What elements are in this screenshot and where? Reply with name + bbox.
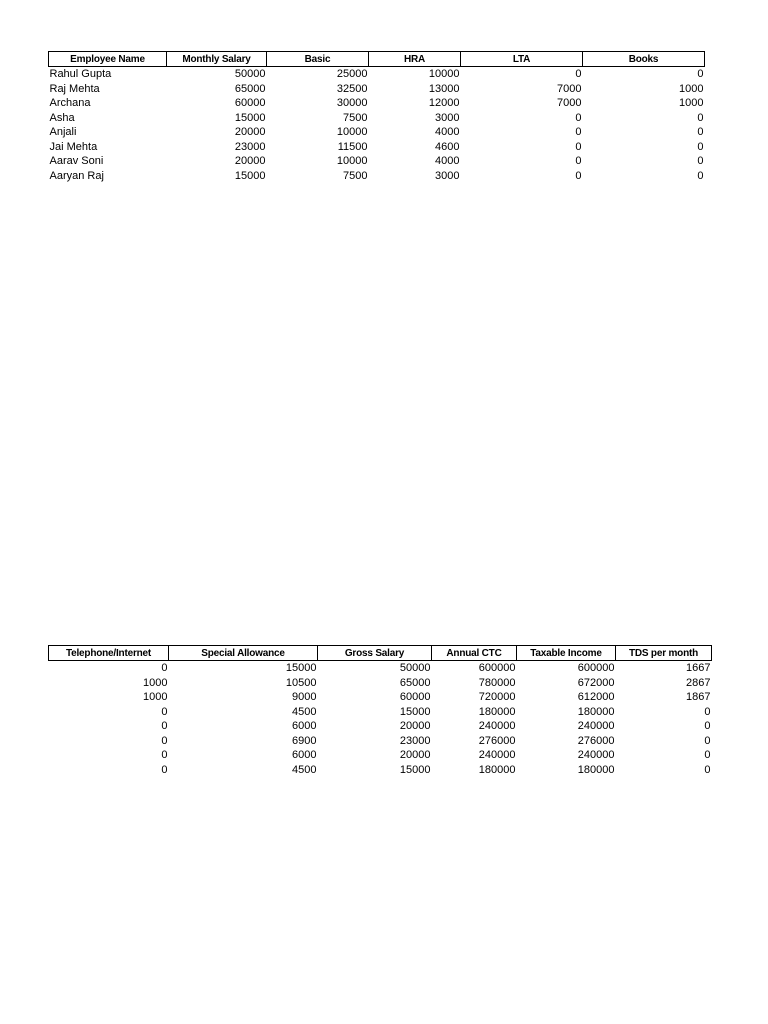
value-cell: 0 bbox=[704, 763, 711, 776]
column-header: Gross Salary bbox=[318, 646, 432, 661]
column-header: Annual CTC bbox=[432, 646, 517, 661]
table-row bbox=[49, 111, 705, 126]
value-cell: 1000 bbox=[679, 97, 704, 110]
value-cell: 11500 bbox=[337, 140, 368, 153]
value-cell: 0 bbox=[704, 720, 711, 733]
value-cell: 0 bbox=[704, 705, 711, 718]
column-header: Monthly Salary bbox=[167, 52, 267, 67]
employee-name-cell: Archana bbox=[49, 97, 91, 110]
value-cell: 7500 bbox=[343, 111, 368, 124]
value-cell: 7500 bbox=[343, 169, 368, 182]
value-cell: 612000 bbox=[577, 691, 615, 704]
table-row bbox=[49, 748, 712, 763]
value-cell: 15000 bbox=[234, 169, 266, 182]
value-cell: 15000 bbox=[234, 111, 266, 124]
column-header: Basic bbox=[267, 52, 369, 67]
table-row bbox=[49, 705, 712, 720]
value-cell: 4000 bbox=[435, 126, 460, 139]
value-cell: 30000 bbox=[336, 97, 368, 110]
value-cell: 50000 bbox=[234, 68, 266, 81]
table-row bbox=[49, 82, 705, 97]
value-cell: 0 bbox=[575, 155, 582, 168]
column-header: HRA bbox=[369, 52, 461, 67]
value-cell: 1000 bbox=[679, 82, 704, 95]
value-cell: 240000 bbox=[478, 749, 516, 762]
value-cell: 600000 bbox=[577, 662, 615, 675]
value-cell: 180000 bbox=[478, 705, 516, 718]
salary-summary-table bbox=[48, 645, 712, 777]
value-cell: 672000 bbox=[577, 676, 615, 689]
employee-name-cell: Jai Mehta bbox=[49, 140, 98, 153]
value-cell: 0 bbox=[575, 126, 582, 139]
table-row bbox=[49, 763, 712, 778]
table-row bbox=[49, 676, 712, 691]
value-cell: 23000 bbox=[234, 140, 266, 153]
column-header: TDS per month bbox=[616, 646, 712, 661]
value-cell: 1000 bbox=[143, 676, 168, 689]
table-row bbox=[49, 690, 712, 705]
employee-name-cell: Aaryan Raj bbox=[49, 169, 104, 182]
table-row bbox=[49, 140, 705, 155]
value-cell: 10500 bbox=[285, 676, 317, 689]
column-header: LTA bbox=[461, 52, 583, 67]
value-cell: 65000 bbox=[399, 676, 431, 689]
value-cell: 0 bbox=[704, 734, 711, 747]
value-cell: 3000 bbox=[435, 111, 460, 124]
value-cell: 50000 bbox=[399, 662, 431, 675]
table-row bbox=[49, 96, 705, 111]
value-cell: 600000 bbox=[478, 662, 516, 675]
table-header-row bbox=[49, 646, 712, 661]
value-cell: 6000 bbox=[292, 720, 317, 733]
value-cell: 60000 bbox=[399, 691, 431, 704]
table-row bbox=[49, 67, 705, 82]
value-cell: 20000 bbox=[234, 126, 266, 139]
value-cell: 0 bbox=[161, 720, 168, 733]
employee-name-cell: Raj Mehta bbox=[49, 82, 100, 95]
value-cell: 20000 bbox=[234, 155, 266, 168]
table-row bbox=[49, 154, 705, 169]
value-cell: 12000 bbox=[428, 97, 460, 110]
value-cell: 0 bbox=[161, 734, 168, 747]
value-cell: 3000 bbox=[435, 169, 460, 182]
column-header: Telephone/Internet bbox=[49, 646, 169, 661]
value-cell: 15000 bbox=[285, 662, 317, 675]
value-cell: 2867 bbox=[686, 676, 711, 689]
column-header: Books bbox=[583, 52, 705, 67]
column-header: Employee Name bbox=[49, 52, 167, 67]
value-cell: 240000 bbox=[577, 720, 615, 733]
table-row bbox=[49, 661, 712, 676]
value-cell: 0 bbox=[704, 749, 711, 762]
value-cell: 6000 bbox=[292, 749, 317, 762]
value-cell: 6900 bbox=[292, 734, 317, 747]
value-cell: 180000 bbox=[577, 705, 615, 718]
value-cell: 10000 bbox=[428, 68, 460, 81]
value-cell: 60000 bbox=[234, 97, 266, 110]
column-header: Taxable Income bbox=[517, 646, 616, 661]
salary-breakdown-table bbox=[48, 51, 705, 183]
value-cell: 1867 bbox=[686, 691, 711, 704]
value-cell: 20000 bbox=[399, 720, 431, 733]
table-row bbox=[49, 719, 712, 734]
table-row bbox=[49, 169, 705, 184]
value-cell: 0 bbox=[697, 140, 704, 153]
value-cell: 7000 bbox=[557, 82, 582, 95]
value-cell: 23000 bbox=[399, 734, 431, 747]
value-cell: 0 bbox=[575, 140, 582, 153]
value-cell: 10000 bbox=[336, 155, 368, 168]
value-cell: 276000 bbox=[478, 734, 516, 747]
value-cell: 4600 bbox=[435, 140, 460, 153]
value-cell: 0 bbox=[575, 111, 582, 124]
value-cell: 0 bbox=[697, 68, 704, 81]
value-cell: 276000 bbox=[577, 734, 615, 747]
employee-name-cell: Asha bbox=[49, 111, 75, 124]
value-cell: 780000 bbox=[478, 676, 516, 689]
employee-name-cell: Aarav Soni bbox=[49, 155, 104, 168]
value-cell: 0 bbox=[697, 126, 704, 139]
table-row bbox=[49, 125, 705, 140]
value-cell: 240000 bbox=[577, 749, 615, 762]
value-cell: 9000 bbox=[292, 691, 317, 704]
table-row bbox=[49, 734, 712, 749]
value-cell: 180000 bbox=[478, 763, 516, 776]
value-cell: 1667 bbox=[686, 662, 711, 675]
value-cell: 4000 bbox=[435, 155, 460, 168]
column-header: Special Allowance bbox=[169, 646, 318, 661]
value-cell: 0 bbox=[697, 111, 704, 124]
value-cell: 7000 bbox=[557, 97, 582, 110]
value-cell: 0 bbox=[161, 749, 168, 762]
value-cell: 0 bbox=[697, 155, 704, 168]
value-cell: 0 bbox=[161, 662, 168, 675]
value-cell: 13000 bbox=[428, 82, 460, 95]
value-cell: 240000 bbox=[478, 720, 516, 733]
value-cell: 0 bbox=[161, 763, 168, 776]
value-cell: 32500 bbox=[336, 82, 368, 95]
table-header-row bbox=[49, 52, 705, 67]
value-cell: 65000 bbox=[234, 82, 266, 95]
employee-name-cell: Anjali bbox=[49, 126, 77, 139]
employee-name-cell: Rahul Gupta bbox=[49, 68, 112, 81]
value-cell: 4500 bbox=[292, 763, 317, 776]
value-cell: 20000 bbox=[399, 749, 431, 762]
value-cell: 25000 bbox=[336, 68, 368, 81]
value-cell: 10000 bbox=[336, 126, 368, 139]
value-cell: 1000 bbox=[143, 691, 168, 704]
value-cell: 4500 bbox=[292, 705, 317, 718]
value-cell: 0 bbox=[575, 169, 582, 182]
value-cell: 15000 bbox=[399, 763, 431, 776]
value-cell: 0 bbox=[697, 169, 704, 182]
value-cell: 0 bbox=[575, 68, 582, 81]
value-cell: 0 bbox=[161, 705, 168, 718]
value-cell: 720000 bbox=[478, 691, 516, 704]
value-cell: 15000 bbox=[399, 705, 431, 718]
value-cell: 180000 bbox=[577, 763, 615, 776]
